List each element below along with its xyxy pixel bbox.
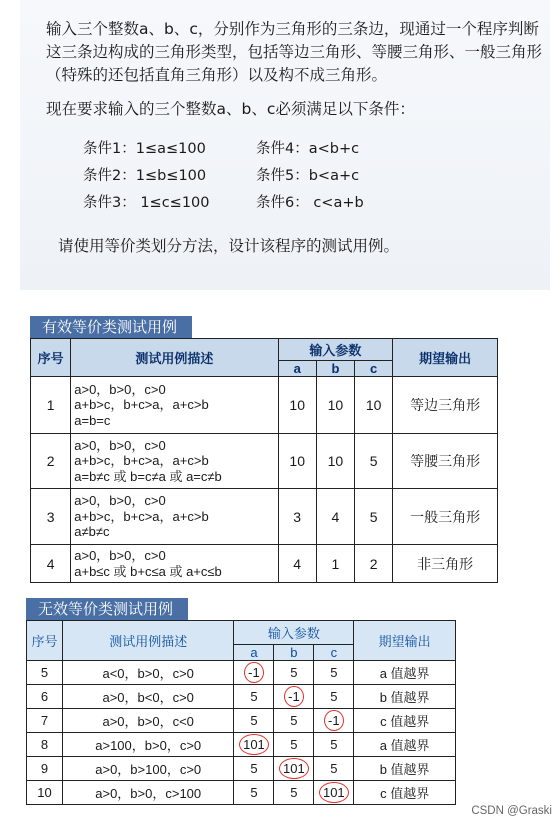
table-row: 8 a>100，b>0，c>0 101 5 5 a 值越界 [27, 733, 456, 757]
condition-4: 条件4：a<b+c [256, 141, 360, 157]
header-expected: 期望输出 [393, 339, 498, 377]
header-c: c [355, 361, 393, 377]
header-params: 输入参数 [278, 339, 393, 361]
condition-3: 条件3： 1≤c≤100 [83, 195, 210, 211]
invalid-cases-table [26, 620, 456, 805]
method-instruction: 请使用等价类划分方法，设计该程序的测试用例。 [58, 237, 400, 255]
table-row: 9 a>0，b>100，c>0 5 101 5 b 值越界 [27, 757, 456, 781]
table-row: 7 a>0，b>0，c<0 5 5 -1 c 值越界 [27, 709, 456, 733]
header-expected: 期望输出 [354, 621, 456, 661]
header-a: a [278, 361, 316, 377]
table-row: 2 a>0，b>0，c>0 a+b>c，b+c>a，a+c>b a=b≠c 或 b=c≠a 或 a=c≠b 10 10 5 等腰三角形 [31, 434, 498, 489]
header-desc: 测试用例描述 [62, 621, 234, 661]
highlighted-value: -1 [288, 689, 300, 704]
header-params: 输入参数 [234, 621, 354, 645]
problem-intro: 输入三个整数a、b、c，分别作为三角形的三条边，现通过一个程序判断这三条边构成的三角形类型，包括等边三角形、等腰三角形、一般三角形（特殊的还包括直角三角形）以及构不成三角形。 [46, 20, 543, 84]
header-no: 序号 [31, 339, 71, 377]
table-row: 4 a>0，b>0，c>0 a+b≤c 或 b+c≤a 或 a+c≤b 4 1 2 非三角形 [31, 545, 498, 583]
header-desc: 测试用例描述 [71, 339, 278, 377]
table-row: 5 a<0，b>0，c>0 -1 5 5 a 值越界 [27, 661, 456, 685]
header-a: a [234, 645, 274, 661]
problem-slide [20, 0, 550, 290]
table-row: 3 a>0，b>0，c>0 a+b>c，b+c>a，a+c>b a≠b≠c 3 4 5 一般三角形 [31, 489, 498, 545]
table-row: 10 a>0，b>0，c>100 5 5 101 c 值越界 [27, 781, 456, 805]
highlighted-value: 101 [283, 761, 305, 776]
conditions-right [256, 136, 364, 217]
highlighted-value: 101 [322, 785, 345, 800]
valid-table-title: 有效等价类测试用例 [30, 316, 192, 338]
header-c: c [314, 645, 354, 661]
header-b: b [274, 645, 314, 661]
conditions-left [83, 136, 210, 217]
condition-1: 条件1：1≤a≤100 [83, 141, 206, 157]
highlighted-value: 101 [243, 737, 265, 752]
header-b: b [316, 361, 354, 377]
table-row: 1 a>0，b>0，c>0 a+b>c，b+c>a，a+c>b a=b=c 10 10 10 等边三角形 [31, 377, 498, 434]
source-watermark: CSDN @Graski [471, 805, 552, 817]
highlighted-value: -1 [328, 713, 340, 728]
condition-6: 条件6： c<a+b [256, 195, 364, 211]
valid-cases-table [30, 338, 498, 583]
invalid-table-title: 无效等价类测试用例 [26, 598, 188, 620]
highlighted-value: -1 [248, 665, 260, 680]
condition-2: 条件2：1≤b≤100 [83, 168, 207, 184]
table-row: 6 a>0，b<0，c>0 5 -1 5 b 值越界 [27, 685, 456, 709]
header-no: 序号 [27, 621, 63, 661]
condition-5: 条件5：b<a+c [256, 168, 360, 184]
requirement-text: 现在要求输入的三个整数a、b、c必须满足以下条件： [46, 100, 415, 118]
